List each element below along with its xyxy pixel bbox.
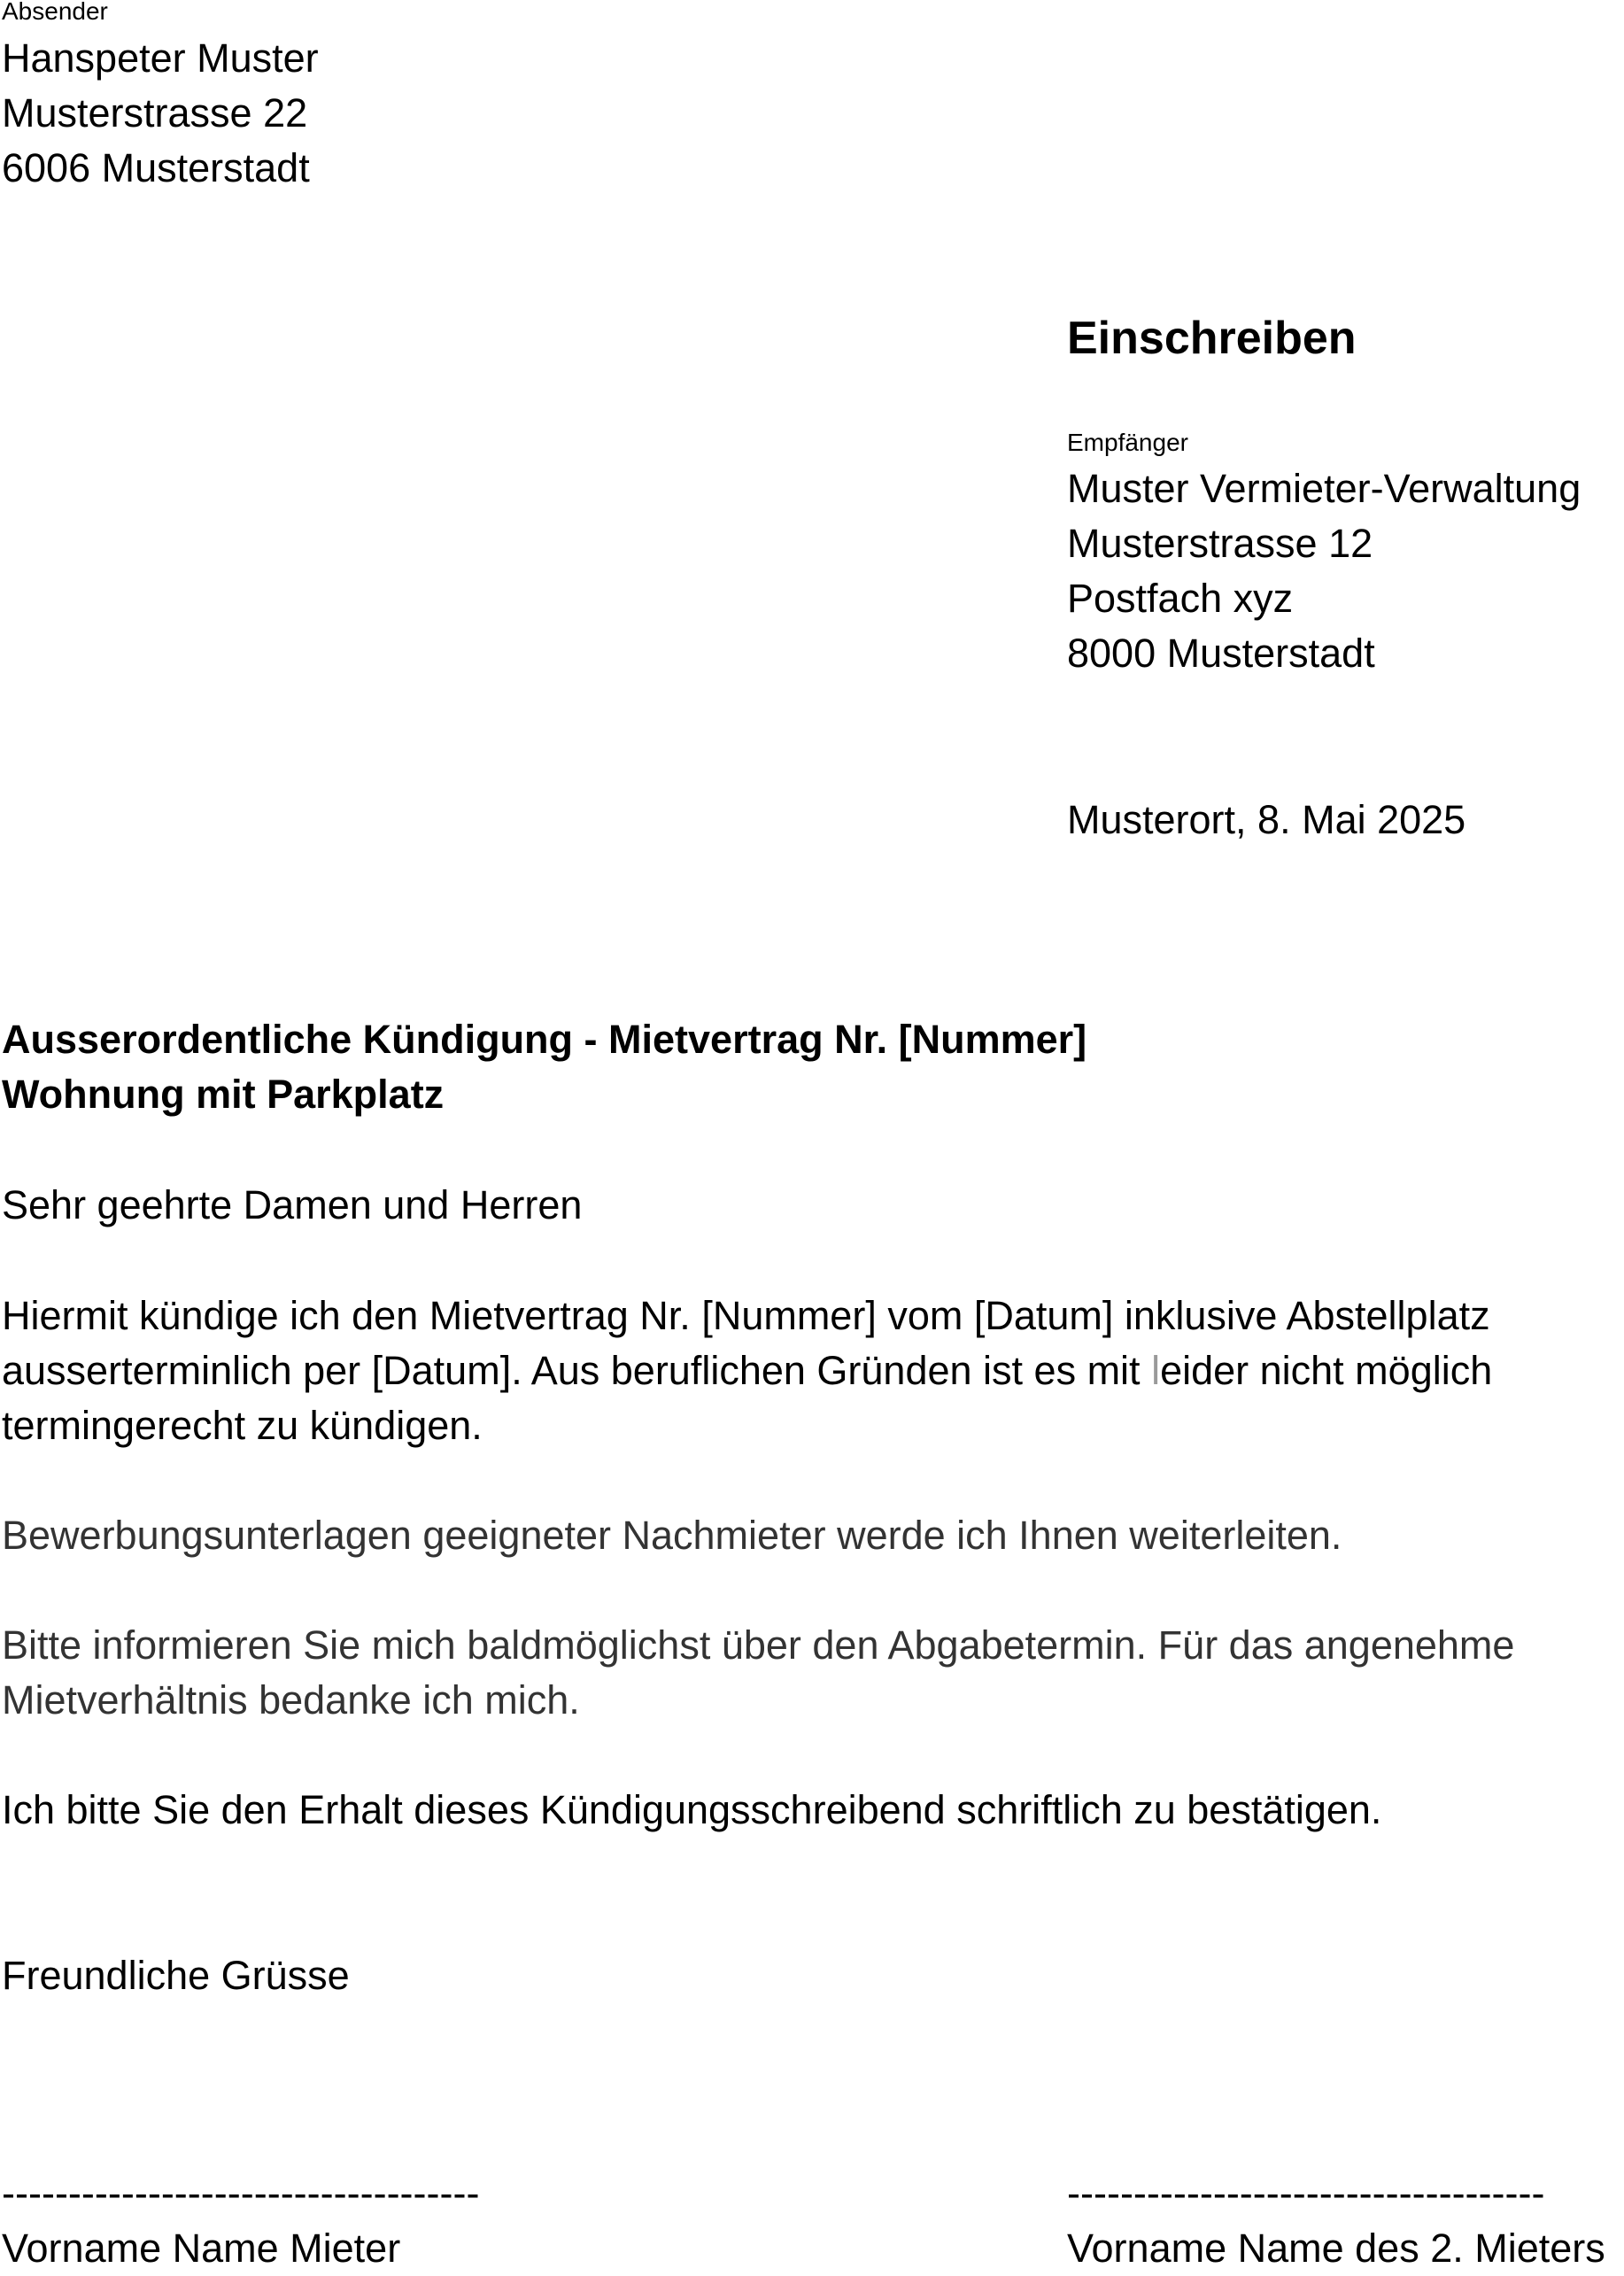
sender-city: 6006 Musterstadt: [2, 145, 310, 190]
body-paragraph-4: Ich bitte Sie den Erhalt dieses Kündigungsschreibend schriftlich zu bestätigen.: [2, 1787, 1382, 1832]
paragraph-3-line-1: Bitte informieren Sie mich baldmöglichst über den Abgabetermin. Für das angenehme: [2, 1622, 1515, 1668]
signature-left: [2, 2166, 479, 2276]
subject-line-1: Ausserordentliche Kündigung - Mietvertrag Nr. [Nummer]: [2, 1017, 1087, 1062]
paragraph-1-line-3: termingerecht zu kündigen.: [2, 1403, 483, 1448]
recipient-city: 8000 Musterstadt: [1067, 631, 1375, 676]
paragraph-3-line-2: Mietverhältnis bedanke ich mich.: [2, 1677, 580, 1722]
letter-date: Musterort, 8. Mai 2025: [1067, 797, 1466, 842]
sender-address: [2, 31, 319, 196]
signature-right-name: Vorname Name des 2. Mieters: [1067, 2226, 1605, 2271]
sender-label: Absender: [2, 0, 108, 25]
body-paragraph-3: [2, 1618, 1514, 1728]
registered-mail-heading: Einschreiben: [1067, 313, 1357, 364]
paragraph-1-line-2-part-a: ausserterminlich per [Datum]. Aus beruflichen Gründen ist es mit: [2, 1348, 1152, 1393]
signature-left-line: ------------------------------------: [2, 2171, 480, 2216]
paragraph-1-line-1: Hiermit kündige ich den Mietvertrag Nr. [Nummer] vom [Datum] inklusive Abstellplatz: [2, 1293, 1490, 1338]
paragraph-1-line-2-part-c: eider nicht möglich: [1160, 1348, 1493, 1393]
signature-left-name: Vorname Name Mieter: [2, 2226, 401, 2271]
closing: Freundliche Grüsse: [2, 1953, 350, 1998]
body-paragraph-1: [2, 1289, 1492, 1453]
recipient-label: Empfänger: [1067, 429, 1188, 456]
paragraph-1-line-2-faint-letter: l: [1151, 1348, 1161, 1393]
recipient-address: [1067, 461, 1581, 681]
recipient-street: Musterstrasse 12: [1067, 521, 1373, 566]
paragraph-1-line-2: [2, 1343, 1492, 1398]
subject-line-2: Wohnung mit Parkplatz: [2, 1072, 445, 1117]
letter-subject: [2, 1012, 1087, 1122]
sender-street: Musterstrasse 22: [2, 90, 308, 135]
signature-right-line: ------------------------------------: [1067, 2171, 1545, 2216]
signature-right: [1067, 2166, 1605, 2276]
recipient-name: Muster Vermieter-Verwaltung: [1067, 466, 1581, 511]
salutation: Sehr geehrte Damen und Herren: [2, 1182, 583, 1227]
sender-name: Hanspeter Muster: [2, 35, 319, 81]
body-paragraph-2: Bewerbungsunterlagen geeigneter Nachmieter werde ich Ihnen weiterleiten.: [2, 1513, 1342, 1558]
recipient-pobox: Postfach xyz: [1067, 576, 1294, 621]
